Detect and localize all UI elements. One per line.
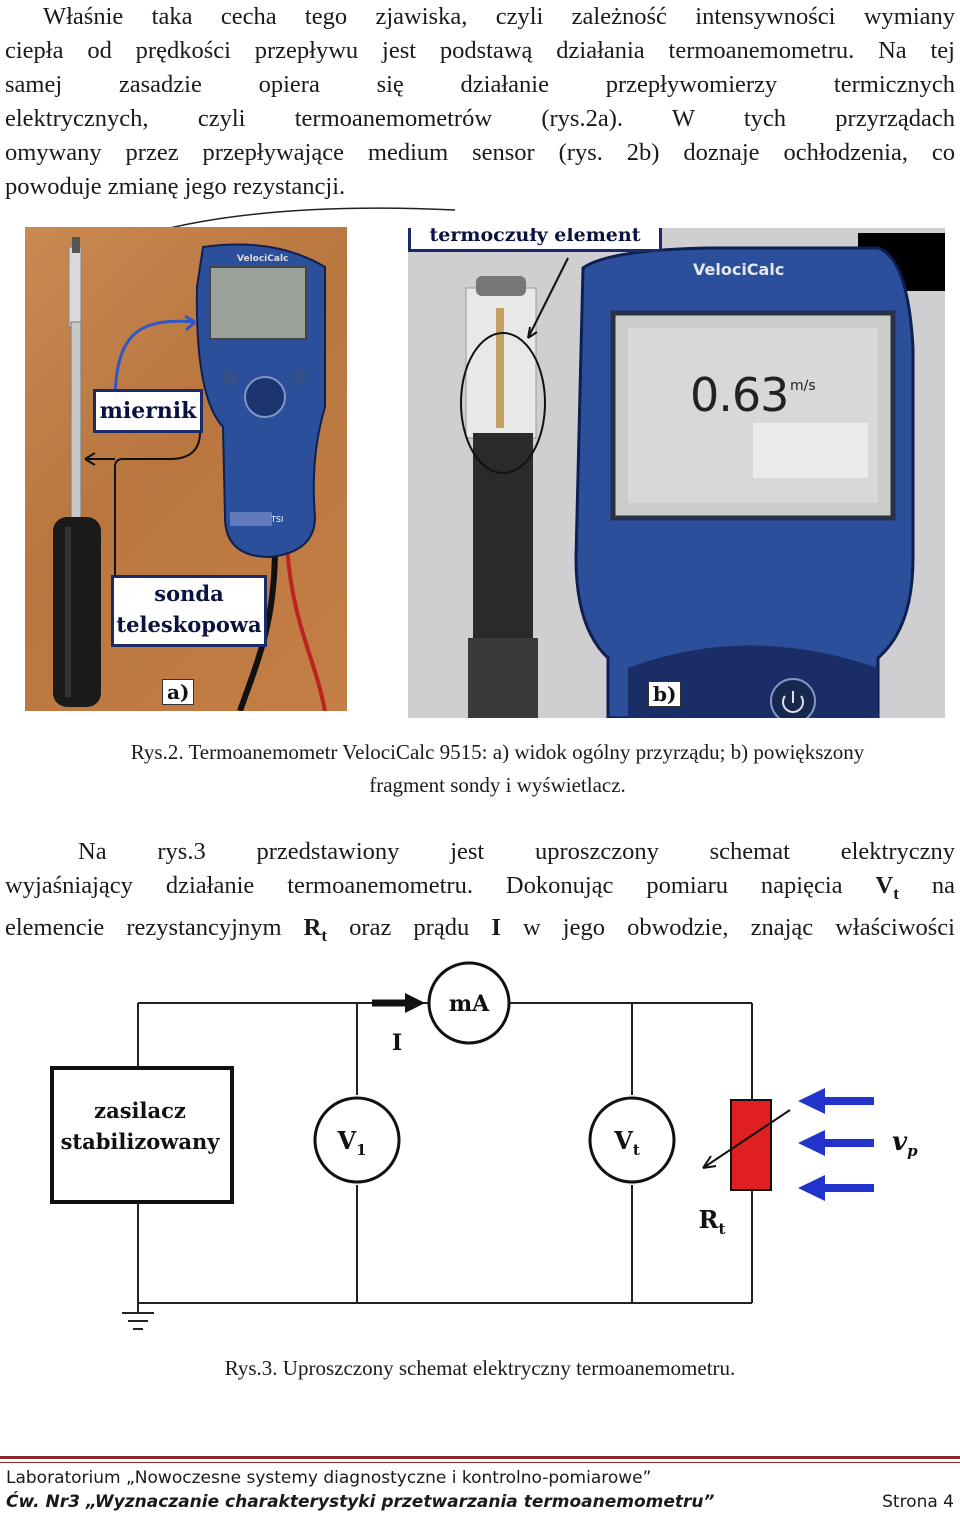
photo-a-brand: VelociCalc <box>237 254 289 264</box>
label-miernik: miernik <box>93 389 203 433</box>
photo-a-tsi-logo: TSI <box>271 515 284 524</box>
paragraph-2 <box>5 835 955 953</box>
tag-b: b) <box>648 681 681 707</box>
supply-label-line1: zasilacz <box>94 1098 186 1123</box>
para2-line3-text: elemencie rezystancyjnym <box>5 913 304 941</box>
voltmeter-v1-circle <box>315 1098 399 1182</box>
flow-arrows <box>798 1088 874 1201</box>
para2-line-1: Na rys.3 przedstawiony jest uproszczony schemat elektryczny <box>78 838 955 865</box>
intro-line-4: elektrycznych, czyli termoanemometrów (rys.2a). W tych przyrządach <box>5 105 955 132</box>
v1-label-main: V <box>337 1126 357 1155</box>
footer-rule-thick <box>0 1456 960 1459</box>
para2-line-2 <box>5 869 955 911</box>
para2-line2-end: na <box>898 872 955 899</box>
intro-line-3: samej zasadzie opiera się działanie przepływomierzy termicznych <box>5 71 955 98</box>
circuit-schematic <box>0 950 960 1340</box>
intro-line-5: omywany przez przepływające medium sensor (rys. 2b) doznaje ochłodzenia, co <box>5 139 955 166</box>
symbol-Vt-sub: t <box>893 883 899 903</box>
figure2-caption-line1: Rys.2. Termoanemometr VelociCalc 9515: a) widok ogólny przyrządu; b) powiększony <box>130 740 865 764</box>
photo-b-brand: VelociCalc <box>693 260 785 279</box>
symbol-I: I <box>491 913 501 941</box>
label-sonda-line1: sonda <box>154 581 224 606</box>
display-reading-unit: m/s <box>790 378 816 394</box>
symbol-Rt: R <box>303 913 322 941</box>
footer-lab-title: Laboratorium „Nowoczesne systemy diagnostyczne i kontrolno-pomiarowe” <box>6 1468 652 1488</box>
footer-rule-thin <box>0 1462 960 1463</box>
intro-line-6: powoduje zmianę jego rezystancji. <box>5 173 346 200</box>
footer-exercise-title: Ćw. Nr3 „Wyznaczanie charakterystyki przetwarzania termoanemometru” <box>6 1492 715 1512</box>
intro-paragraph <box>5 0 955 204</box>
footer-page-number: Strona 4 <box>882 1492 954 1512</box>
label-sonda-line2: teleskopowa <box>116 612 262 637</box>
figure2-caption <box>40 736 955 802</box>
photo-a-instrument <box>25 227 347 711</box>
figure3-caption: Rys.3. Uproszczony schemat elektryczny termoanemometru. <box>224 1356 736 1380</box>
ammeter-label: mA <box>448 991 490 1017</box>
symbol-Vt: V <box>875 872 894 899</box>
vt-label-sub: t <box>632 1141 640 1159</box>
para2-line-3 <box>5 911 955 953</box>
display-reading-value: 0.63 <box>690 368 789 422</box>
rt-label-main: R <box>698 1205 719 1234</box>
v1-label-sub: 1 <box>356 1141 367 1159</box>
symbol-Rt-sub: t <box>321 925 328 945</box>
rt-label <box>699 1205 726 1238</box>
photo-b-closeup <box>408 228 945 718</box>
figure2-caption-line2: fragment sondy i wyświetlacz. <box>369 773 626 797</box>
para2-line3-end: w jego obwodzie, znając właściwości <box>500 913 955 941</box>
current-label: I <box>391 1030 403 1056</box>
vp-label-sub: p <box>907 1142 918 1160</box>
supply-label-line2: stabilizowany <box>60 1129 220 1154</box>
vp-label-main: v <box>892 1127 908 1157</box>
label-termoczuly-element: termoczuły element <box>408 228 662 252</box>
para2-line3-mid: oraz prądu <box>327 913 492 941</box>
para2-line2-text: wyjaśniający działanie termoanemometru. Dokonując pomiaru napięcia <box>5 872 876 899</box>
vt-label-main: V <box>614 1126 633 1155</box>
intro-line-1: Właśnie taka cecha tego zjawiska, czyli zależność intensywności wymiany <box>43 3 955 30</box>
vp-label <box>892 1127 918 1160</box>
tag-a: a) <box>162 679 194 705</box>
label-sonda-teleskopowa <box>111 575 267 647</box>
intro-line-2: ciepła od prędkości przepływu jest podstawą działania termoanemometru. Na tej <box>5 37 955 64</box>
rt-label-sub: t <box>718 1220 726 1238</box>
